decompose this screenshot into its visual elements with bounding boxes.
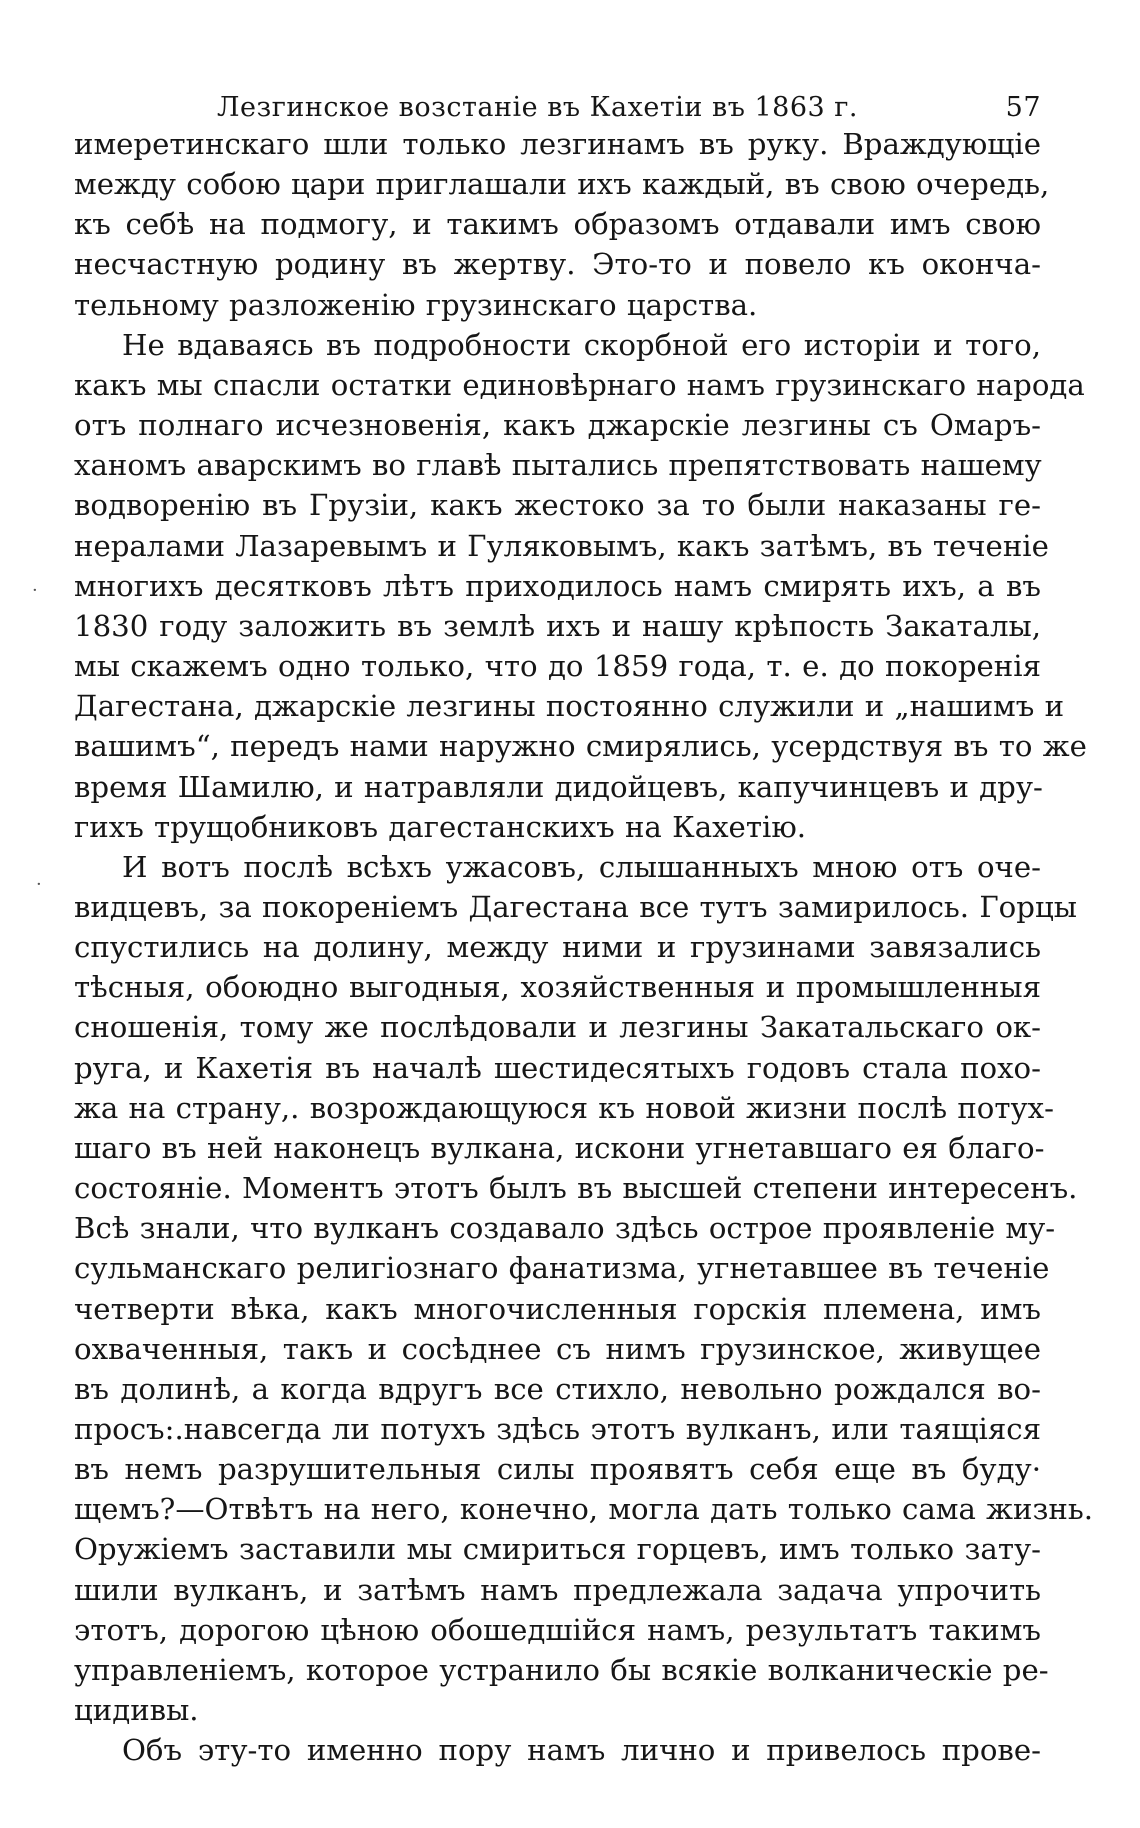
text-line: несчастную родину въ жертву. Это-то и повело къ оконча- <box>74 247 1041 282</box>
text-line: нералами Лазаревымъ и Гуляковымъ, какъ затѣмъ, въ теченіе <box>74 528 1049 563</box>
text-line: этотъ, дорогою цѣною обошедшійся намъ, результатъ такимъ <box>74 1612 1041 1647</box>
text-line: тельному разложенію грузинскаго царства. <box>74 287 758 322</box>
text-line: къ себѣ на подмогу, и такимъ образомъ отдавали имъ свою <box>74 207 1041 242</box>
text-line: жа на страну,. возрождающуюся къ новой жизни послѣ потух- <box>74 1090 1054 1125</box>
text-line: руга, и Кахетія въ началѣ шестидесятыхъ годовъ стала похо- <box>74 1050 1041 1085</box>
text-line: цидивы. <box>74 1693 199 1728</box>
running-head <box>74 70 1041 124</box>
text-line: отъ полнаго исчезновенія, какъ джарскіе лезгины съ Омаръ- <box>74 408 1041 443</box>
running-title: Лезгинское возстаніе въ Кахетіи въ 1863 г. <box>216 92 858 123</box>
text-line: Всѣ знали, что вулканъ создавало здѣсь острое проявленіе му- <box>74 1211 1056 1246</box>
paragraph <box>74 1730 1041 1770</box>
text-line: тѣсныя, обоюдно выгодныя, хозяйственныя и промышленныя <box>74 970 1041 1005</box>
margin-mark: · <box>36 874 42 895</box>
text-line: И вотъ послѣ всѣхъ ужасовъ, слышанныхъ мною отъ оче- <box>122 849 1041 884</box>
text-line: время Шамилю, и натравляли дидойцевъ, капучинцевъ и дру- <box>74 769 1043 804</box>
paragraph <box>74 847 1094 1730</box>
text-line: шаго въ ней наконецъ вулкана, искони угнетавшаго ея благо- <box>74 1130 1045 1165</box>
text-line: мы скажемъ одно только, что до 1859 года, т. е. до покоренія <box>74 649 1041 684</box>
text-line: видцевъ, за покореніемъ Дагестана все тутъ замирилось. Горцы <box>74 889 1077 924</box>
text-line: охваченныя, такъ и сосѣднее съ нимъ грузинское, живущее <box>74 1331 1041 1366</box>
text-line: многихъ десятковъ лѣтъ приходилось намъ смирять ихъ, а въ <box>74 568 1041 603</box>
text-line: сношенія, тому же послѣдовали и лезгины Закатальскаго ок- <box>74 1010 1041 1045</box>
text-line: спустились на долину, между ними и грузинами завязались <box>74 930 1041 965</box>
text-line: гихъ трущобниковъ дагестанскихъ на Кахетію. <box>74 809 807 844</box>
text-line: 1830 году заложить въ землѣ ихъ и нашу крѣпость Закаталы, <box>74 608 1041 643</box>
text-line: состояніе. Моментъ этотъ былъ въ высшей степени интересенъ. <box>74 1171 1078 1206</box>
text-line: между собою цари приглашали ихъ каждый, въ свою очередь, <box>74 167 1050 202</box>
text-line: управленіемъ, которое устранило бы всякіе волканическіе ре- <box>74 1652 1049 1687</box>
text-line: просъ:.навсегда ли потухъ здѣсь этотъ вулканъ, или таящіяся <box>74 1412 1041 1446</box>
text-line: въ долинѣ, а когда вдругъ все стихло, невольно рождался во- <box>74 1371 1041 1406</box>
text-line: ханомъ аварскимъ во главѣ пытались препятствовать нашему <box>74 448 1042 483</box>
text-line: Объ эту-то именно пору намъ лично и привелось прове- <box>122 1733 1041 1768</box>
paragraph <box>74 124 1050 325</box>
text-line: Не вдаваясь въ подробности скорбной его исторіи и того, <box>122 327 1041 362</box>
text-line: шили вулканъ, и затѣмъ намъ предлежала задача упрочить <box>74 1572 1041 1607</box>
text-line: Оружіемъ заставили мы смириться горцевъ, имъ только зату- <box>74 1532 1041 1567</box>
page-number: 57 <box>1005 92 1041 123</box>
paragraph <box>74 325 1087 847</box>
text-line: вашимъ“, передъ нами наружно смирялись, усердствуя въ то же <box>74 729 1087 764</box>
text-line: Дагестана, джарскіе лезгины постоянно служили и „нашимъ и <box>74 689 1065 724</box>
book-page <box>74 70 1094 1770</box>
text-line: водворенію въ Грузіи, какъ жестоко за то были наказаны ге- <box>74 488 1041 523</box>
text-line: четверти вѣка, какъ многочисленныя горскія племена, имъ <box>74 1291 1041 1326</box>
text-line: имеретинскаго шли только лезгинамъ въ руку. Враждующіе <box>74 127 1041 161</box>
body-text <box>74 124 1094 1770</box>
text-line: сульманскаго религіознаго фанатизма, угнетавшее въ теченіе <box>74 1251 1050 1286</box>
text-line: какъ мы спасли остатки единовѣрнаго намъ грузинскаго народа <box>74 367 1085 402</box>
margin-mark: · <box>32 580 38 601</box>
text-line: въ немъ разрушительныя силы проявятъ себя еще въ буду· <box>74 1452 1041 1487</box>
text-line: щемъ?—Отвѣтъ на него, конечно, могла дать только сама жизнь. <box>74 1492 1094 1527</box>
